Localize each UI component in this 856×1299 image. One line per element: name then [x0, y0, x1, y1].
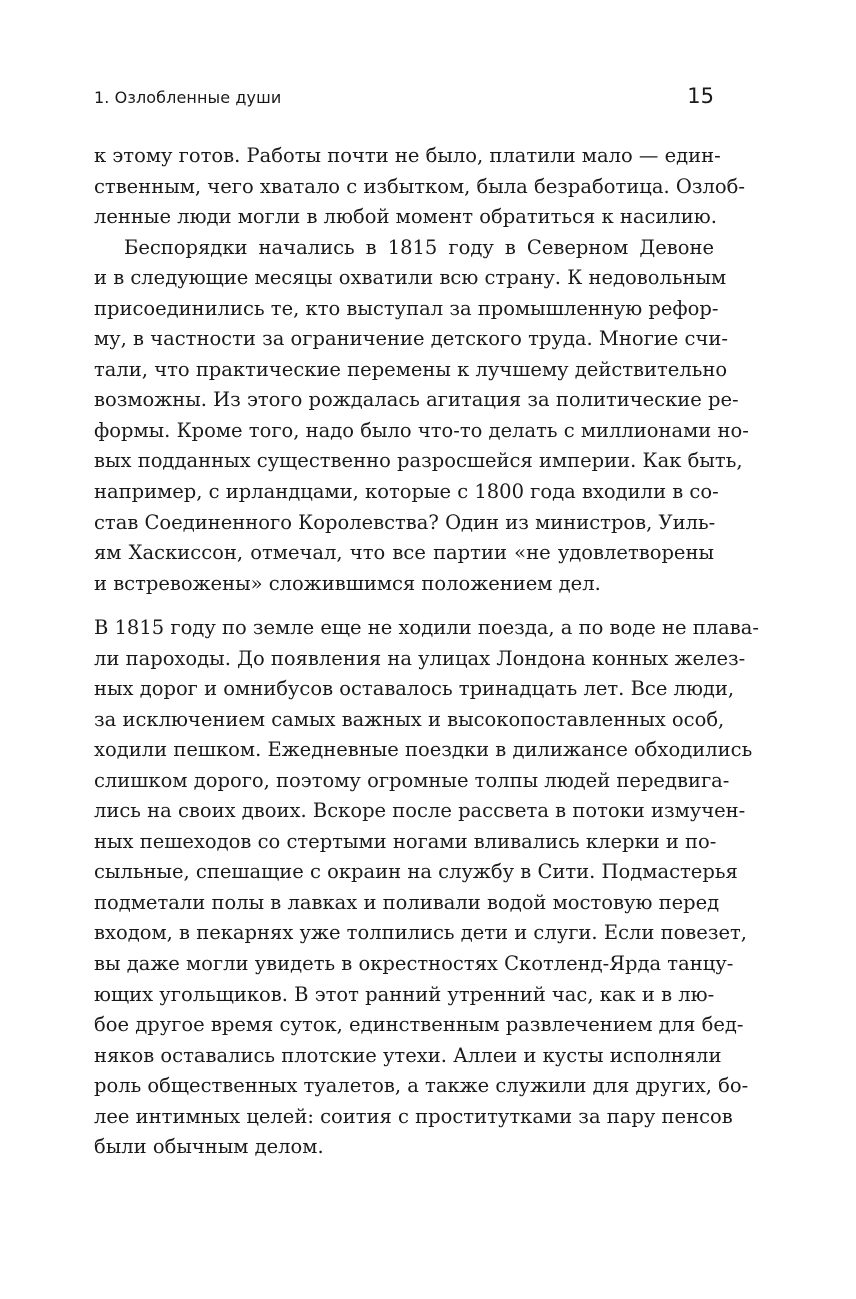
text-line: ных дорог и омнибусов оставалось тринадцать лет. Все люди, — [94, 677, 735, 701]
text-section-2 — [94, 613, 759, 1163]
text-line: ли пароходы. До появления на улицах Лондона конных желез- — [94, 646, 746, 670]
text-section-1 — [94, 141, 749, 599]
text-line: ям Хаскиссон, отмечал, что все партии «не удовлетворены — [94, 541, 714, 565]
text-line: и в следующие месяцы охватили всю страну. К недовольным — [94, 266, 727, 290]
text-line: ходили пешком. Ежедневные поездки в дилижансе обходились — [94, 738, 753, 762]
text-line: лее интимных целей: соития с проститутками за пару пенсов — [94, 1104, 733, 1128]
text-line: за исключением самых важных и высокопоставленных особ, — [94, 707, 725, 731]
text-line: были обычным делом. — [94, 1135, 324, 1159]
text-line: тали, что практические перемены к лучшему действительно — [94, 357, 728, 381]
text-line: возможны. Из этого рождалась агитация за политические ре- — [94, 388, 739, 412]
text-line: Беспорядки начались в 1815 году в Северном Девоне — [124, 235, 714, 259]
text-line: входом, в пекарнях уже толпились дети и слуги. Если повезет, — [94, 921, 747, 945]
text-line: и встревожены» сложившимся положением дел. — [94, 571, 601, 595]
text-line: няков оставались плотские утехи. Аллеи и кусты исполняли — [94, 1043, 722, 1067]
text-line: формы. Кроме того, надо было что-то делать с миллионами но- — [94, 418, 749, 442]
text-line: лись на своих двоих. Вскоре после рассвета в потоки измучен- — [94, 799, 746, 823]
running-head — [94, 85, 714, 115]
text-line: присоединились те, кто выступал за промышленную рефор- — [94, 296, 719, 320]
text-line: вых подданных существенно разросшейся империи. Как быть, — [94, 449, 743, 473]
text-line: му, в частности за ограничение детского труда. Многие счи- — [94, 327, 728, 351]
text-line: слишком дорого, поэтому огромные толпы людей передвига- — [94, 768, 730, 792]
paragraph-3 — [94, 613, 759, 1163]
text-line: ных пешеходов со стертыми ногами вливались клерки и по- — [94, 829, 717, 853]
text-line: ленные люди могли в любой момент обратиться к насилию. — [94, 205, 717, 229]
text-line: В 1815 году по земле еще не ходили поезда, а по воде не плава- — [94, 616, 759, 639]
text-line: роль общественных туалетов, а также служили для других, бо- — [94, 1074, 749, 1098]
text-line: став Соединенного Королевства? Один из министров, Уиль- — [94, 510, 716, 534]
paragraph-1 — [94, 141, 745, 233]
text-line: вы даже могли увидеть в окрестностях Скотленд-Ярда танцу- — [94, 952, 734, 976]
text-line: сыльные, спешащие с окраин на службу в Сити. Подмастерья — [94, 860, 738, 884]
paragraph-2 — [94, 233, 749, 600]
chapter-title: 1. Озлобленные души — [94, 88, 282, 107]
text-line: ственным, чего хватало с избытком, была безработица. Озлоб- — [94, 174, 745, 198]
text-line: ющих угольщиков. В этот ранний утренний час, как и в лю- — [94, 982, 715, 1006]
page-number: 15 — [687, 84, 714, 108]
text-line: бое другое время суток, единственным развлечением для бед- — [94, 1013, 744, 1037]
text-line: к этому готов. Работы почти не было, платили мало — един- — [94, 144, 721, 167]
text-line: подметали полы в лавках и поливали водой мостовую перед — [94, 890, 720, 914]
text-line: например, с ирландцами, которые с 1800 года входили в со- — [94, 480, 719, 504]
